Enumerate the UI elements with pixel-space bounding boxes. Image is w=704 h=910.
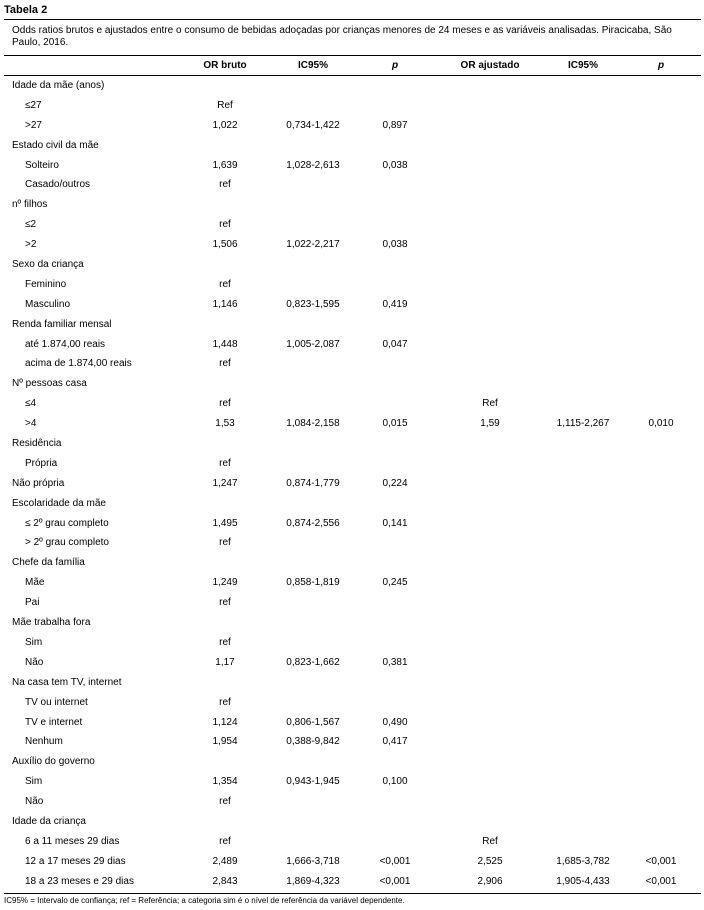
- cell-p: 0,381: [382, 656, 408, 668]
- cell-or-bruto: ref: [219, 537, 231, 549]
- cell-or-bruto: 1,448: [212, 338, 238, 350]
- row-label: Chefe da família: [12, 557, 85, 569]
- cell-or-bruto: 1,247: [212, 477, 238, 489]
- cell-or-ajustado: 2,525: [477, 855, 503, 867]
- cell-or-ajustado: Ref: [482, 835, 498, 847]
- header-top-rule: [4, 55, 701, 56]
- table-row: [0, 234, 704, 254]
- row-label: Sim: [25, 776, 43, 788]
- table-section-row: [0, 751, 704, 771]
- row-label: Escolaridade da mãe: [12, 497, 106, 509]
- cell-p: 0,015: [382, 418, 408, 430]
- cell-ic95: 0,943-1,945: [286, 776, 340, 788]
- cell-or-bruto: 1,249: [212, 577, 238, 589]
- table-row: [0, 115, 704, 135]
- table-section-row: [0, 433, 704, 453]
- cell-ic95: 0,874-1,779: [286, 477, 340, 489]
- cell-ic95-ajustado: 1,685-3,782: [556, 855, 610, 867]
- cell-or-ajustado: Ref: [482, 398, 498, 410]
- cell-or-bruto: ref: [219, 696, 231, 708]
- row-label: Nº pessoas casa: [12, 378, 87, 390]
- row-label: Feminino: [25, 278, 67, 290]
- table-section-row: [0, 552, 704, 572]
- cell-p-ajustado: <0,001: [645, 875, 677, 887]
- table-section-row: [0, 314, 704, 334]
- row-label: Idade da criança: [12, 815, 86, 827]
- cell-p: 0,224: [382, 477, 408, 489]
- row-label: 18 a 23 meses e 29 dias: [25, 875, 134, 887]
- row-label: até 1.874,00 reais: [25, 338, 106, 350]
- cell-or-bruto: 2,843: [212, 875, 238, 887]
- table-row: [0, 155, 704, 175]
- row-label: Mãe: [25, 577, 45, 589]
- row-label: Mãe trabalha fora: [12, 617, 91, 629]
- cell-p-ajustado: 0,010: [648, 418, 674, 430]
- cell-or-bruto: ref: [219, 179, 231, 191]
- table-row: [0, 274, 704, 294]
- row-label: >2: [25, 239, 37, 251]
- header-p: p: [391, 60, 399, 71]
- table-row: [0, 692, 704, 712]
- cell-ic95: 0,823-1,662: [286, 656, 340, 668]
- cell-or-bruto: ref: [219, 219, 231, 231]
- row-label: Não: [25, 796, 44, 808]
- cell-or-bruto: ref: [219, 358, 231, 370]
- table-row: [0, 731, 704, 751]
- cell-or-bruto: 1,354: [212, 776, 238, 788]
- row-label: Idade da mãe (anos): [12, 80, 105, 91]
- row-label: ≤ 2º grau completo: [25, 517, 109, 529]
- table-caption: Odds ratios brutos e ajustados entre o consumo de bebidas adoçadas por crianças menores de 24 meses e as variáveis analisadas. Piracicaba, São Paulo, 2016.: [12, 25, 672, 48]
- table-row: [0, 214, 704, 234]
- cell-or-ajustado: 1,59: [480, 418, 500, 430]
- table-row: [0, 294, 704, 314]
- cell-p: 0,047: [382, 338, 408, 350]
- cell-ic95: 1,005-2,087: [286, 338, 340, 350]
- table-row: [0, 95, 704, 115]
- row-label: nº filhos: [12, 199, 48, 211]
- row-label: 12 a 17 meses 29 dias: [25, 855, 126, 867]
- table-section-row: [0, 612, 704, 632]
- row-label: Solteiro: [25, 159, 59, 171]
- header-or-ajustado: OR ajustado: [460, 60, 520, 71]
- table-row: [0, 652, 704, 672]
- cell-ic95: 0,734-1,422: [286, 119, 340, 131]
- table-row: [0, 791, 704, 811]
- cell-ic95: 0,806-1,567: [286, 716, 340, 728]
- table-section-row: [0, 811, 704, 831]
- cell-or-bruto: ref: [219, 398, 231, 410]
- table-footnote: IC95% = Intervalo de confiança; ref = Referência; a categoria sim é o nível de referência da variável dependente.: [4, 896, 405, 905]
- cell-ic95: 1,028-2,613: [286, 159, 340, 171]
- row-label: Nenhum: [25, 736, 63, 748]
- cell-or-bruto: ref: [219, 457, 231, 469]
- row-label: Não: [25, 656, 44, 668]
- row-label: TV e internet: [25, 716, 83, 728]
- row-label: >4: [25, 418, 37, 430]
- cell-ic95: 1,666-3,718: [286, 855, 340, 867]
- cell-or-bruto: ref: [219, 636, 231, 648]
- row-label: ≤2: [25, 219, 37, 231]
- table-row: [0, 393, 704, 413]
- table-section-row: [0, 493, 704, 513]
- cell-p: <0,001: [379, 855, 411, 867]
- row-label: acima de 1.874,00 reais: [25, 358, 132, 370]
- top-rule: [4, 19, 701, 20]
- table-row: [0, 334, 704, 354]
- cell-ic95: 1,022-2,217: [286, 239, 340, 251]
- row-label: Casado/outros: [25, 179, 91, 191]
- cell-ic95-ajustado: 1,905-4,433: [556, 875, 610, 887]
- cell-p: 0,038: [382, 159, 408, 171]
- row-label: 6 a 11 meses 29 dias: [25, 835, 120, 847]
- table-row: [0, 712, 704, 732]
- cell-p-ajustado: <0,001: [645, 855, 677, 867]
- table-section-row: [0, 75, 704, 95]
- cell-p: 0,417: [382, 736, 408, 748]
- table-row: [0, 592, 704, 612]
- cell-or-bruto: ref: [219, 597, 231, 609]
- cell-or-bruto: 1,146: [212, 298, 238, 310]
- cell-ic95: 1,084-2,158: [286, 418, 340, 430]
- row-label: Masculino: [25, 298, 71, 310]
- row-label: Auxílio do governo: [12, 756, 95, 768]
- row-label: ≤4: [25, 398, 37, 410]
- cell-ic95: 0,823-1,595: [286, 298, 340, 310]
- table-row: [0, 632, 704, 652]
- cell-or-bruto: 1,022: [212, 119, 238, 131]
- table-row: [0, 851, 704, 871]
- cell-or-bruto: ref: [219, 796, 231, 808]
- row-label: > 2º grau completo: [25, 537, 109, 549]
- row-label: Própria: [25, 457, 58, 469]
- row-label: Sim: [25, 636, 43, 648]
- table-row: [0, 771, 704, 791]
- header-or-bruto: OR bruto: [203, 60, 247, 71]
- row-label: Sexo da criança: [12, 259, 84, 271]
- table-row: [0, 871, 704, 891]
- cell-p: 0,245: [382, 577, 408, 589]
- cell-ic95: 0,874-2,556: [286, 517, 340, 529]
- row-label: ≤27: [25, 99, 42, 111]
- cell-or-bruto: 1,17: [215, 656, 235, 668]
- table-row: [0, 513, 704, 533]
- header-ic95-ajustado: IC95%: [567, 60, 598, 71]
- cell-or-bruto: 1,639: [212, 159, 238, 171]
- cell-or-bruto: 1,506: [212, 239, 238, 251]
- row-label: TV ou internet: [25, 696, 88, 708]
- cell-or-bruto: ref: [219, 278, 231, 290]
- table-section-row: [0, 135, 704, 155]
- table-row: [0, 413, 704, 433]
- cell-p: 0,419: [382, 298, 408, 310]
- table-body: [0, 75, 704, 891]
- cell-or-ajustado: 2,906: [477, 875, 503, 887]
- row-label: >27: [25, 119, 42, 131]
- table-row: [0, 572, 704, 592]
- bottom-rule: [4, 893, 701, 894]
- cell-or-bruto: ref: [219, 835, 231, 847]
- cell-or-bruto: 2,489: [212, 855, 238, 867]
- cell-ic95-ajustado: 1,115-2,267: [556, 418, 610, 430]
- row-label: Pai: [25, 597, 40, 609]
- row-label: Renda familiar mensal: [12, 318, 112, 330]
- cell-or-bruto: 1,495: [212, 517, 238, 529]
- table-row: [0, 831, 704, 851]
- row-label: Na casa tem TV, internet: [12, 676, 122, 688]
- cell-p: 0,141: [382, 517, 408, 529]
- row-label: Não própria: [12, 477, 65, 489]
- cell-p: <0,001: [379, 875, 411, 887]
- cell-p: 0,897: [382, 119, 408, 131]
- cell-p: 0,100: [382, 776, 408, 788]
- cell-or-bruto: Ref: [217, 99, 233, 111]
- table-section-row: [0, 672, 704, 692]
- cell-p: 0,038: [382, 239, 408, 251]
- cell-or-bruto: 1,954: [212, 736, 238, 748]
- table-row: [0, 453, 704, 473]
- table-title: Tabela 2: [4, 4, 48, 16]
- table-section-row: [0, 194, 704, 214]
- cell-p: 0,490: [382, 716, 408, 728]
- row-label: Residência: [12, 438, 62, 450]
- cell-or-bruto: 1,53: [215, 418, 235, 430]
- table-section-row: [0, 473, 704, 493]
- table-section-row: [0, 373, 704, 393]
- header-p-ajustado: p: [657, 60, 665, 71]
- cell-or-bruto: 1,124: [212, 716, 238, 728]
- table-section-row: [0, 254, 704, 274]
- cell-ic95: 1,869-4,323: [286, 875, 340, 887]
- table-row: [0, 353, 704, 373]
- row-label: Estado civil da mãe: [12, 139, 99, 151]
- table-row: [0, 174, 704, 194]
- cell-ic95: 0,858-1,819: [286, 577, 340, 589]
- table-row: [0, 532, 704, 552]
- header-ic95: IC95%: [297, 60, 328, 71]
- cell-ic95: 0,388-9,842: [286, 736, 340, 748]
